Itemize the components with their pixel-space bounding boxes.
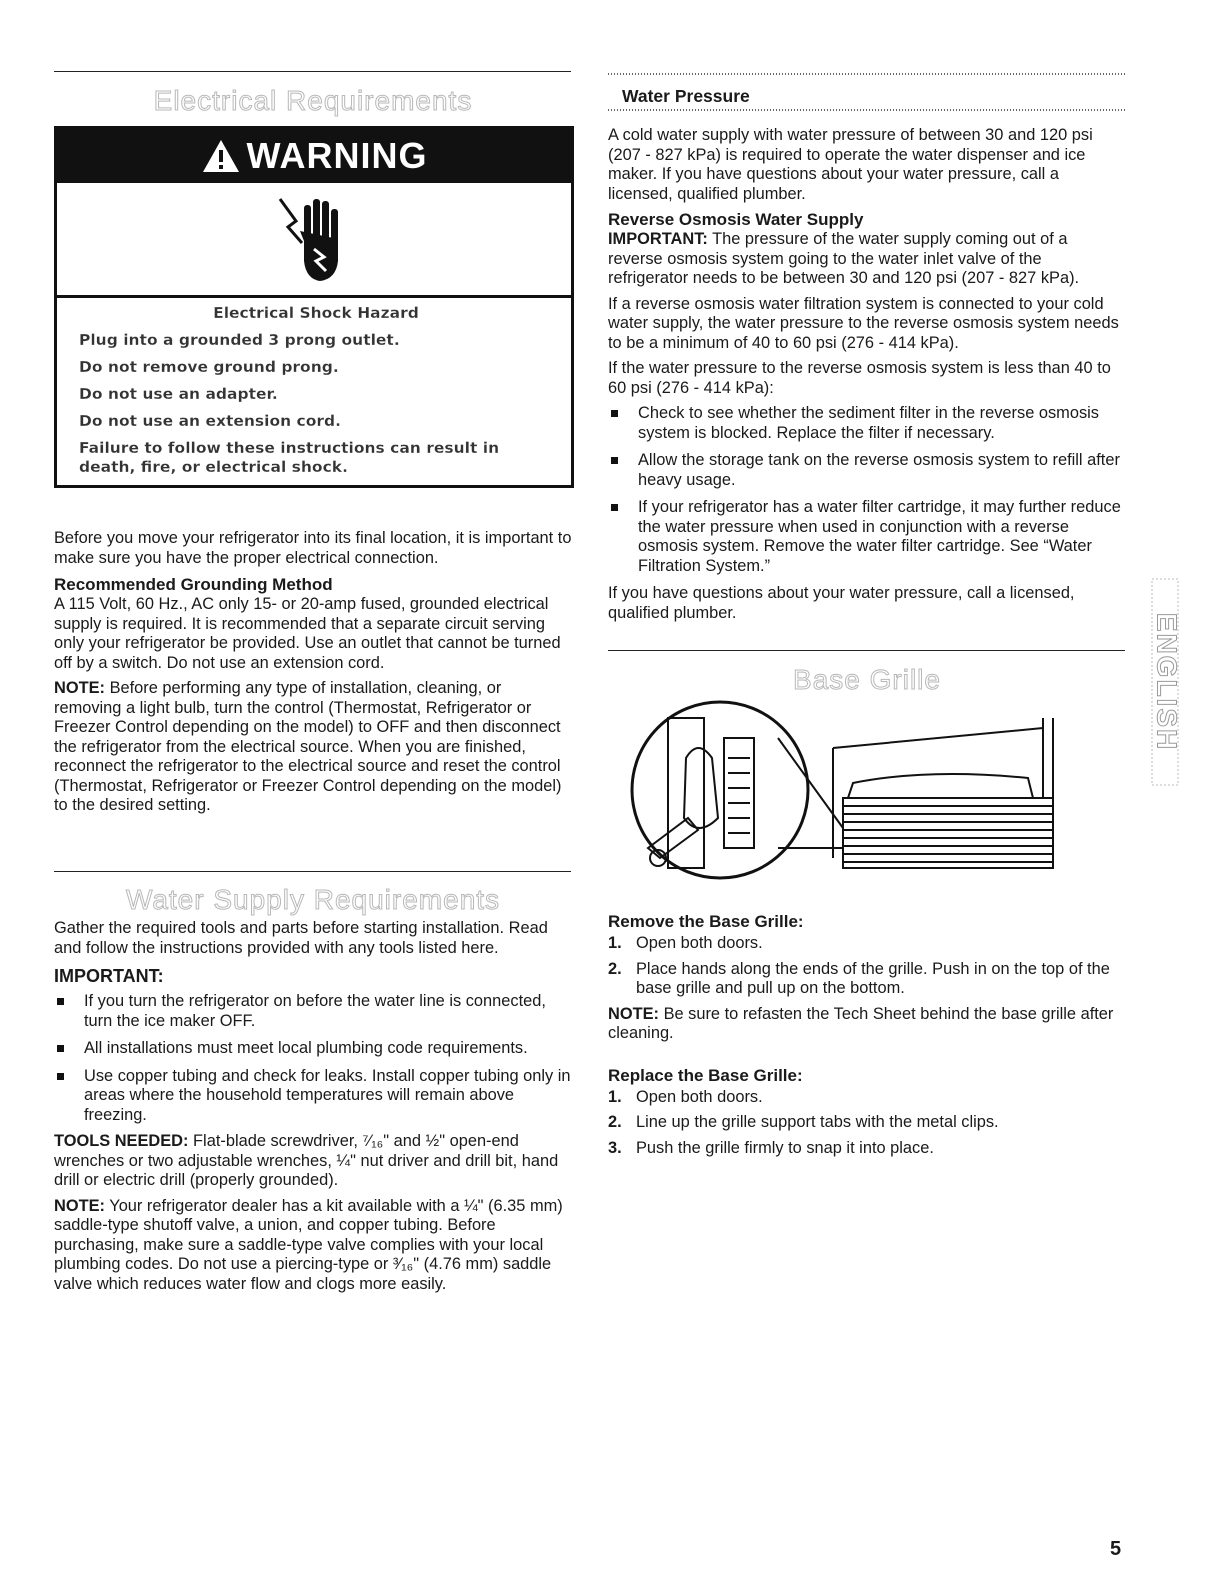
electrical-requirements-title: Electrical Requirements <box>153 85 473 116</box>
electric-shock-hand-icon <box>274 191 354 287</box>
water-pressure-heading: Water Pressure <box>622 86 750 106</box>
list-item: Check to see whether the sediment filter in the reverse osmosis system is blocked. Replace the filter if necessary. <box>608 404 1126 443</box>
base-grille-text <box>608 912 1126 1158</box>
top-rule-left <box>54 71 571 72</box>
electrical-note: NOTE: Before performing any type of installation, cleaning, or removing a light bulb, turn the control (Thermostat, Refrigerator or Freezer Control depending on the model) to OFF and then disconnect the refrigerator from the electrical source. When you are finished, reconnect the refrigerator to the electrical source and reset the control (Thermostat, Refrigerator or Freezer Control depending on the model) to the desired setting. <box>54 679 562 814</box>
grounding-text: A 115 Volt, 60 Hz., AC only 15- or 20-amp fused, grounded electrical supply is required. It is recommended that a separate circuit serving only your refrigerator be provided. Use an outlet that cannot be turned off by a switch. Do not use an extension cord. <box>54 595 561 672</box>
important-heading: IMPORTANT: <box>54 966 164 986</box>
tools-needed: TOOLS NEEDED: Flat-blade screwdriver, ⁷⁄₁₆" and ½" open-end wrenches or two adjustable wrenches, ¼" nut driver and drill bit, hand drill or electric drill (properly grounded). <box>54 1132 559 1189</box>
list-item: 1. Open both doors. <box>608 934 763 952</box>
warning-body <box>57 298 571 485</box>
page-number: 5 <box>1110 1538 1122 1560</box>
water-pressure-p2: If a reverse osmosis water filtration system is connected to your cold water supply, the water pressure to the reverse osmosis system needs to be a minimum of 40 to 60 psi (276 - 414 kPa). <box>608 294 1119 352</box>
warning-box <box>54 126 574 488</box>
section-rule-right <box>608 650 1125 651</box>
base-grille-illustration <box>628 698 1068 888</box>
water-supply-intro: Gather the required tools and parts before starting installation. Read and follow the instructions provided with any tools listed here. <box>54 919 548 957</box>
list-item: If you turn the refrigerator on before the water line is connected, turn the ice maker OFF. <box>54 992 572 1031</box>
list-item: 2. Place hands along the ends of the grille. Push in on the top of the base grille and pull up on the bottom. <box>608 959 1110 997</box>
base-grille-note: NOTE: Be sure to refasten the Tech Sheet behind the base grille after cleaning. <box>608 1004 1114 1042</box>
water-pressure-p4: If you have questions about your water pressure, call a licensed, qualified plumber. <box>608 584 1075 622</box>
water-supply-note: NOTE: Your refrigerator dealer has a kit available with a ¼" (6.35 mm) saddle-type shutoff valve, a union, and copper tubing. Before purchasing, make sure a saddle-type valve complies with your local plumbing codes. Do not use a piercing-type or ³⁄₁₆" (4.76 mm) saddle valve which reduces water flow and clogs more easily. <box>54 1196 563 1293</box>
ro-heading: Reverse Osmosis Water Supply <box>608 210 864 229</box>
dotted-rule-bottom <box>608 109 1126 111</box>
list-item: Use copper tubing and check for leaks. Install copper tubing only in areas where the household temperatures will remain above freezing. <box>54 1067 572 1126</box>
list-item: 2. Line up the grille support tabs with the metal clips. <box>608 1113 999 1131</box>
dotted-rule-top <box>608 73 1126 75</box>
grounding-heading: Recommended Grounding Method <box>54 575 333 594</box>
water-pressure-p3: If the water pressure to the reverse osmosis system is less than 40 to 60 psi (276 - 414 kPa): <box>608 359 1111 397</box>
remove-grille-heading: Remove the Base Grille: <box>608 912 804 931</box>
section-rule-left <box>54 871 571 872</box>
water-pressure-text <box>608 126 1126 623</box>
side-tab-label: ENGLISH <box>1151 612 1180 752</box>
warning-line: Do not remove ground prong. <box>79 358 339 376</box>
list-item: Allow the storage tank on the reverse osmosis system to refill after heavy usage. <box>608 451 1126 490</box>
replace-grille-heading: Replace the Base Grille: <box>608 1065 803 1085</box>
warning-line: Do not use an extension cord. <box>79 412 342 430</box>
warning-line: Failure to follow these instructions can result in death, fire, or electrical shock. <box>79 439 500 476</box>
shock-hazard-icon-row <box>57 183 571 295</box>
list-item: If your refrigerator has a water filter cartridge, it may further reduce the water pressure when used in conjunction with a reverse osmosis system. Remove the water filter cartridge. See “Water Filtration System.” <box>608 498 1126 576</box>
warning-line: Do not use an adapter. <box>79 385 278 403</box>
list-item: 1. Open both doors. <box>608 1087 763 1106</box>
warning-line: Plug into a grounded 3 prong outlet. <box>79 331 400 349</box>
list-item: 3. Push the grille firmly to snap it into place. <box>608 1138 934 1157</box>
water-pressure-p1: A cold water supply with water pressure of between 30 and 120 psi (207 - 827 kPa) is required to operate the water dispenser and ice maker. If you have questions about your water pressure, call a licensed, qualified plumber. <box>608 126 1093 203</box>
list-item: All installations must meet local plumbing code requirements. <box>54 1039 572 1059</box>
warning-header <box>57 129 571 183</box>
base-grille-title: Base Grille <box>793 664 941 695</box>
warning-label: WARNING <box>246 135 428 176</box>
water-supply-requirements-title: Water Supply Requirements <box>125 884 501 915</box>
warning-triangle-icon <box>201 138 241 174</box>
hazard-title: Electrical Shock Hazard <box>213 304 419 322</box>
language-side-tab <box>1150 577 1180 787</box>
ro-important: IMPORTANT: The pressure of the water supply coming out of a reverse osmosis system going to the water inlet valve of the refrigerator needs to be between 30 and 120 psi (207 - 827 kPa). <box>608 230 1080 287</box>
electrical-intro: Before you move your refrigerator into its final location, it is important to make sure you have the proper electrical connection. <box>54 529 572 567</box>
water-supply-text <box>54 919 572 1294</box>
electrical-text <box>54 529 572 816</box>
